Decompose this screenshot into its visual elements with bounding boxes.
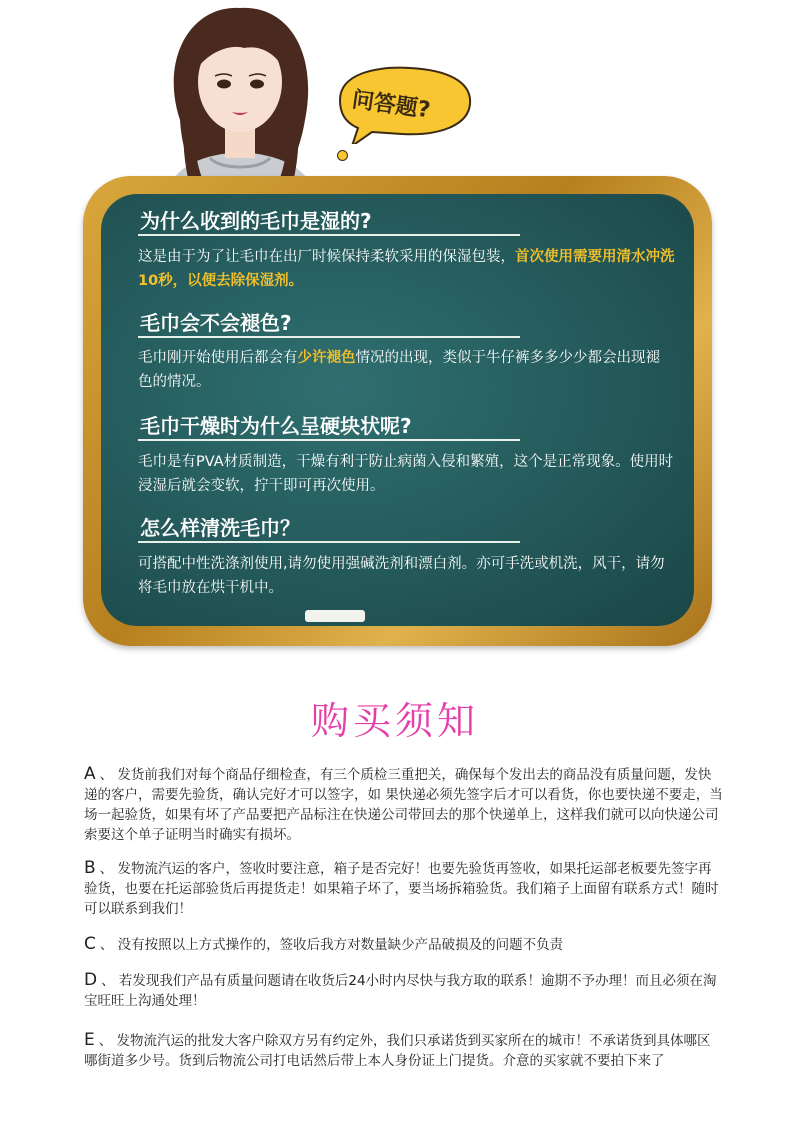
answer-1-highlight: 首次使用需要用清水冲洗10秒，以便去除保湿剂。	[138, 249, 675, 289]
answer-2-highlight: 少许褪色	[297, 350, 356, 366]
notice-letter: C	[84, 934, 96, 954]
answer-2	[138, 346, 668, 394]
question-3-underline	[138, 439, 520, 441]
question-1: 为什么收到的毛巾是湿的?	[140, 209, 372, 233]
notice-text: 、 发货前我们对每个商品仔细检查，有三个质检三重把关，确保每个发出去的商品没有质量问题，发快递的客户，需要先验货，确认完好才可以签字，如 果快递必须先签字后才可以看货，你也要快递不要走，当场一起验货，如果有坏了产品要把产品标注在快递公司带回去的那个快递单上，这样我们就可以向快递公司 索要这个单子证明当时确实有损坏。	[84, 767, 723, 843]
notice-item-d	[84, 970, 724, 1011]
notice-text: 、 若发现我们产品有质量问题请在收货后24小时内尽快与我方取的联系！逾期不予办理！而且必须在淘宝旺旺上沟通处理！	[84, 973, 717, 1009]
answer-2-text-a: 毛巾刚开始使用后都会有	[138, 350, 298, 366]
notice-item-b	[84, 858, 724, 919]
question-2: 毛巾会不会褪色?	[140, 311, 292, 335]
question-3: 毛巾干燥时为什么呈硬块状呢?	[140, 414, 412, 438]
notice-title: 购买须知	[310, 699, 479, 743]
notice-item-c	[84, 934, 724, 955]
question-4-underline	[138, 541, 520, 543]
answer-3: 毛巾是有PVA材质制造，干燥有利于防止病菌入侵和繁殖，这个是正常现象。使用时浸湿后就会变软，拧干即可再次使用。	[138, 454, 674, 494]
answer-4: 可搭配中性洗涤剂使用,请勿使用强碱洗剂和漂白剂。亦可手洗或机洗，风干，请勿将毛巾放在烘干机中。	[138, 556, 665, 596]
answer-1-text: 这是由于为了让毛巾在出厂时候保持柔软采用的保湿包装，	[138, 249, 515, 265]
bubble-dot	[337, 150, 348, 161]
notice-letter: A	[84, 764, 96, 784]
notice-item-a	[84, 764, 724, 845]
girl-illustration	[140, 0, 340, 200]
notice-text: 、 发物流汽运的批发大客户除双方另有约定外，我们只承诺货到买家所在的城市！不承诺货到具体哪区哪街道多少号。货到后物流公司打电话然后带上本人身份证上门提货。介意的买家就不要拍下来了	[84, 1033, 711, 1069]
notice-text: 、 没有按照以上方式操作的，签收后我方对数量缺少产品破损及的问题不负责	[99, 937, 564, 953]
question-4: 怎么样清洗毛巾？	[140, 516, 300, 540]
question-1-underline	[138, 234, 520, 236]
notice-letter: B	[84, 858, 96, 878]
notice-letter: D	[84, 970, 98, 990]
notice-text: 、 发物流汽运的客户，签收时要注意，箱子是否完好！也要先验货再签收，如果托运部老板要先签字再验货，也要在托运部验货后再提货走！如果箱子坏了，要当场拆箱验货。我们箱子上面留有联系方式！随时可以联系到我们！	[84, 861, 719, 917]
notice-item-e	[84, 1030, 724, 1071]
answer-2-text-b: 情况的出现，类似于牛仔裤多多少少都会出现褪色的情况。	[138, 350, 660, 390]
question-2-underline	[138, 336, 520, 338]
notice-letter: E	[84, 1030, 95, 1050]
answer-1	[138, 245, 678, 293]
chalk-piece	[305, 610, 365, 622]
bubble-text: 问答题?	[350, 87, 432, 124]
